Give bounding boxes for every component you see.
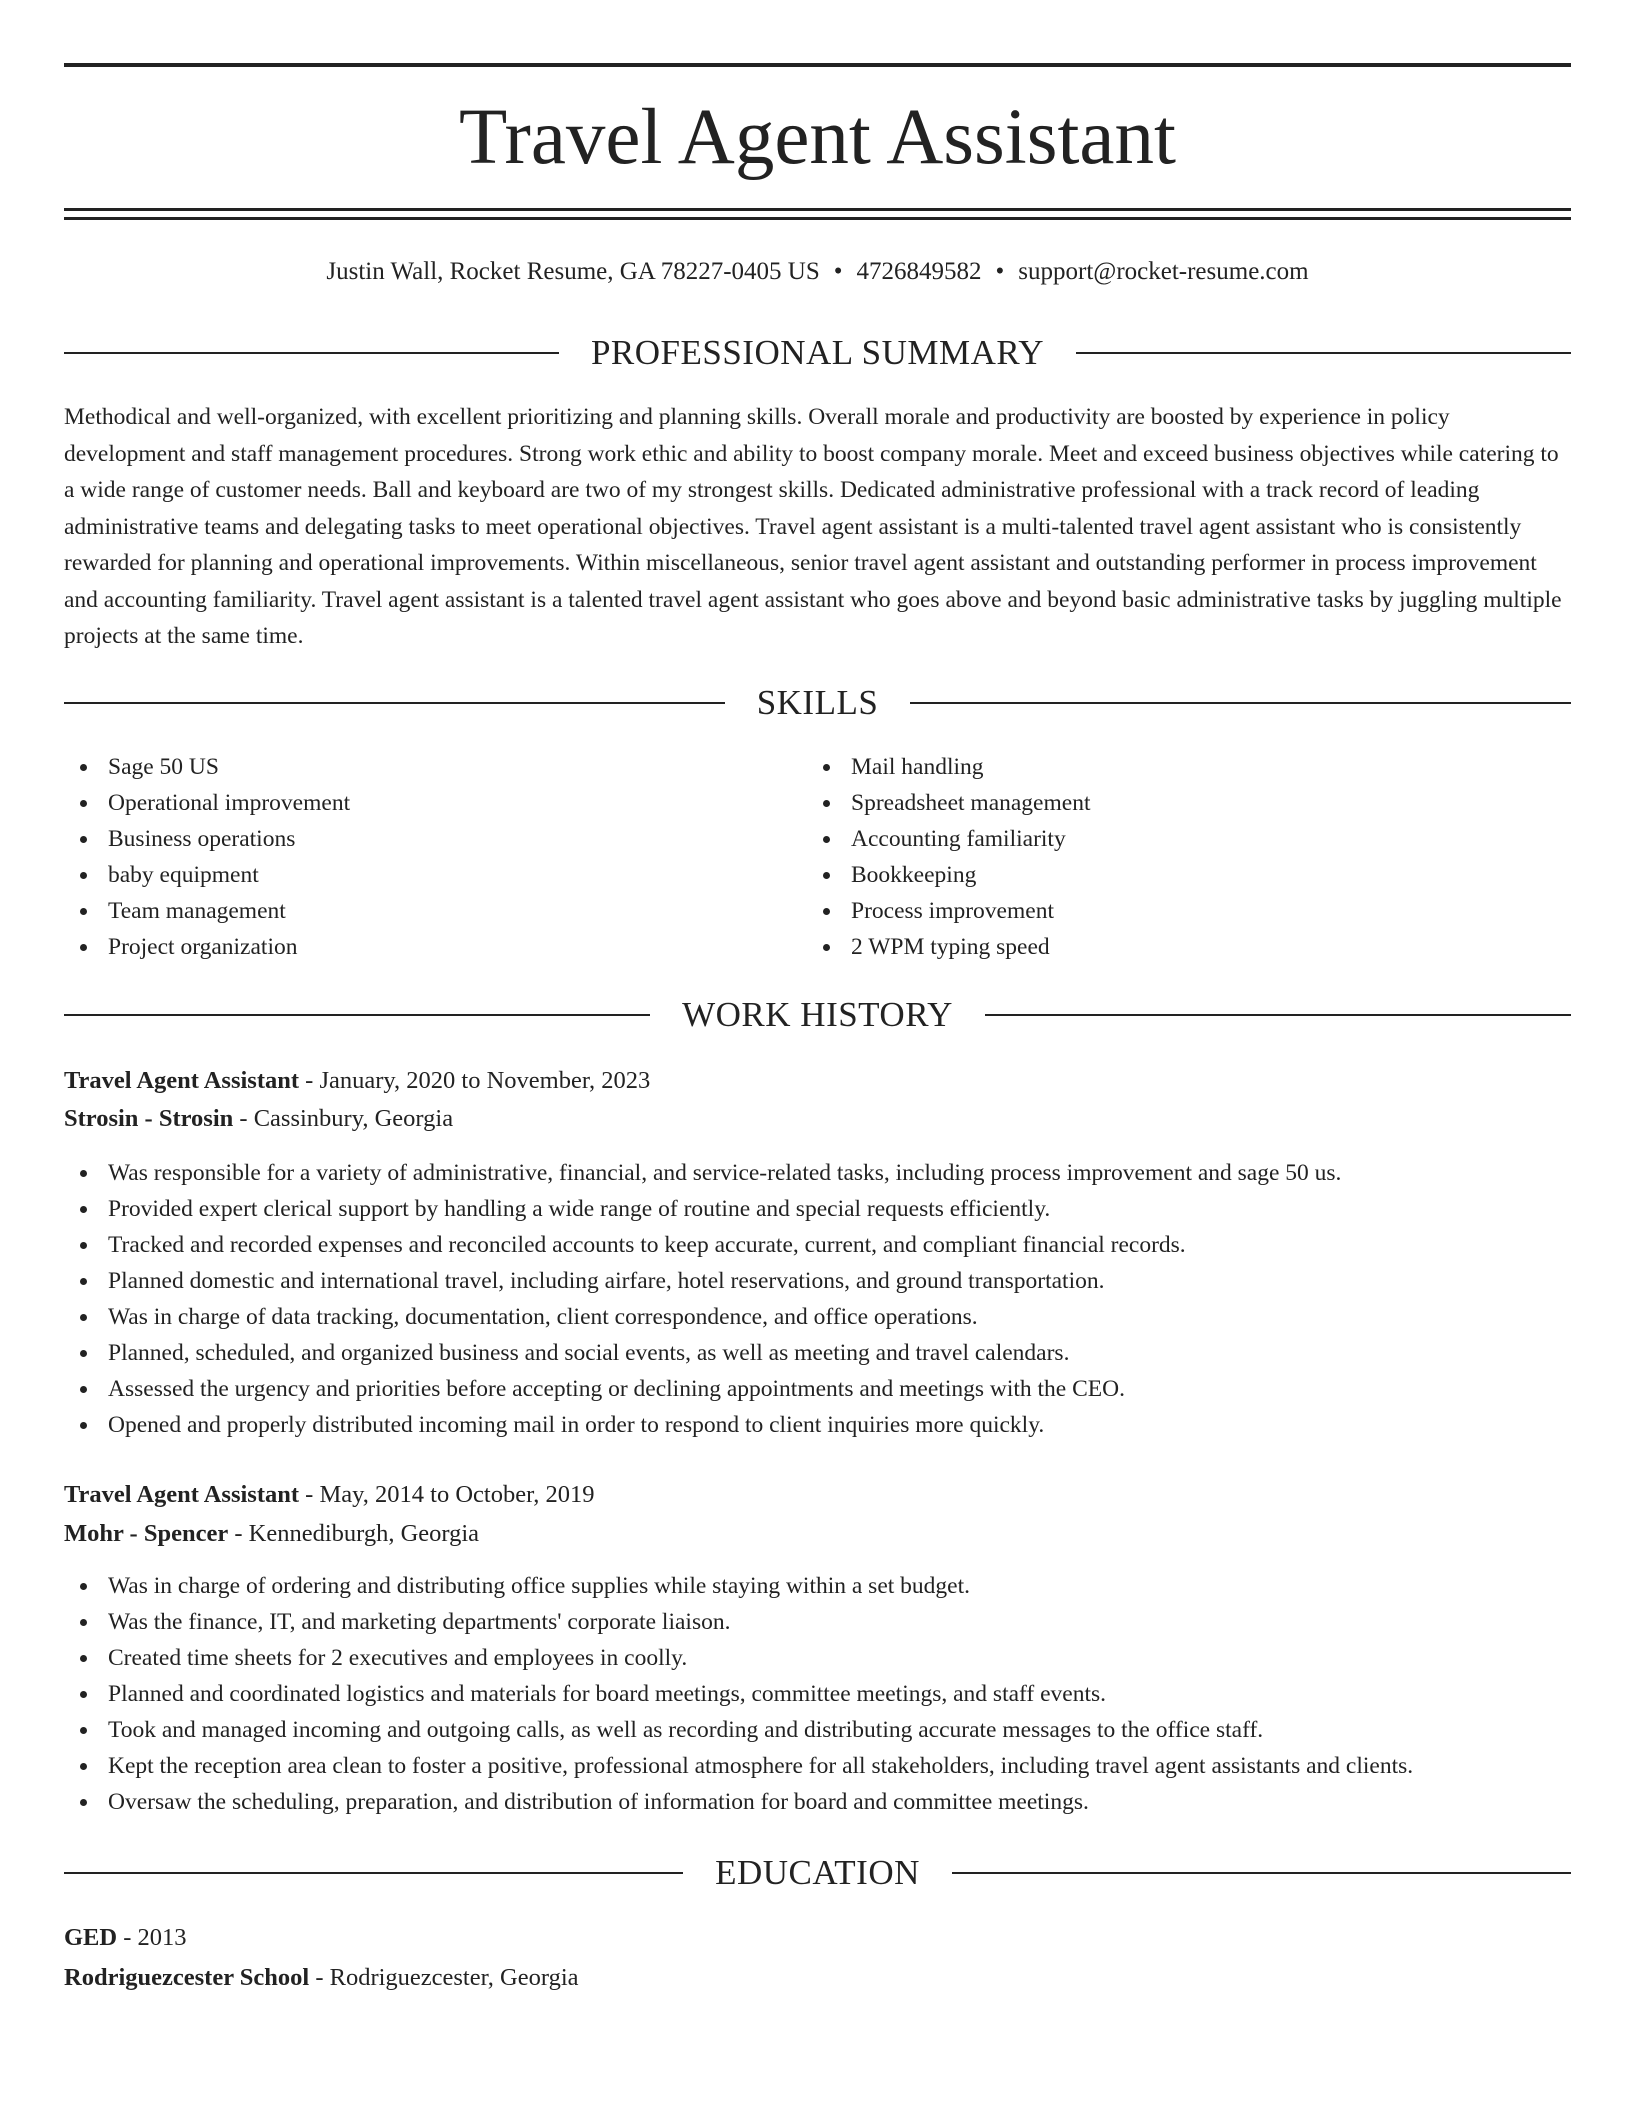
job-duty-item: Was responsible for a variety of administrative, financial, and service-related tasks, including process improvement and sage 50 us.: [64, 1155, 1341, 1191]
skill-item: baby equipment: [64, 857, 350, 893]
divider-line: [64, 1014, 650, 1016]
skill-item: Bookkeeping: [807, 857, 1090, 893]
header-double-rule-upper: [64, 208, 1571, 211]
job-duty-item: Assessed the urgency and priorities before accepting or declining appointments and meetings with the CEO.: [64, 1371, 1341, 1407]
contact-email: support@rocket-resume.com: [1018, 258, 1309, 285]
skill-item: Business operations: [64, 821, 350, 857]
divider-line: [1076, 352, 1571, 354]
job-title-line: [64, 1062, 650, 1100]
skill-item: 2 WPM typing speed: [807, 929, 1090, 965]
skill-item: Team management: [64, 893, 350, 929]
section-heading-work-history: [64, 995, 1571, 1035]
divider-line: [952, 1872, 1571, 1874]
education-school: Rodriguezcester School: [64, 1964, 310, 1991]
divider-line: [910, 702, 1571, 704]
skill-item: Mail handling: [807, 749, 1090, 785]
job-duty-item: Opened and properly distributed incoming mail in order to respond to client inquiries more quickly.: [64, 1407, 1341, 1443]
job-employer-line: [64, 1515, 479, 1553]
job-duty-item: Was in charge of data tracking, documentation, client correspondence, and office operations.: [64, 1299, 1341, 1335]
education-degree: GED: [64, 1924, 118, 1951]
job-duty-item: Kept the reception area clean to foster a positive, professional atmosphere for all stakeholders, including travel agent assistants and clients.: [64, 1748, 1413, 1784]
job-duties-list: [64, 1155, 1341, 1443]
section-title: PROFESSIONAL SUMMARY: [590, 333, 1045, 372]
section-heading-summary: [64, 333, 1571, 373]
job-duty-item: Oversaw the scheduling, preparation, and distribution of information for board and committee meetings.: [64, 1784, 1413, 1820]
skill-item: Operational improvement: [64, 785, 350, 821]
job-duty-item: Tracked and recorded expenses and reconciled accounts to keep accurate, current, and compliant financial records.: [64, 1227, 1341, 1263]
job-dates: - January, 2020 to November, 2023: [299, 1067, 651, 1094]
job-dates: - May, 2014 to October, 2019: [299, 1481, 595, 1508]
job-duty-item: Was the finance, IT, and marketing departments' corporate liaison.: [64, 1604, 1413, 1640]
job-title: Travel Agent Assistant: [64, 1067, 300, 1094]
header-double-rule-lower: [64, 217, 1571, 220]
section-title: WORK HISTORY: [682, 995, 953, 1034]
job-company: Strosin - Strosin: [64, 1105, 234, 1132]
education-degree-line: [64, 1919, 187, 1957]
contact-separator: •: [995, 258, 1005, 285]
divider-line: [64, 702, 725, 704]
skills-list-right: [807, 749, 1090, 965]
skill-item: Spreadsheet management: [807, 785, 1090, 821]
contact-address: Justin Wall, Rocket Resume, GA 78227-0405 US: [326, 258, 820, 285]
section-title: SKILLS: [756, 683, 879, 722]
job-duty-item: Created time sheets for 2 executives and employees in coolly.: [64, 1640, 1413, 1676]
skill-item: Project organization: [64, 929, 350, 965]
skills-list-left: [64, 749, 350, 965]
skill-item: Process improvement: [807, 893, 1090, 929]
job-title: Travel Agent Assistant: [64, 1481, 300, 1508]
contact-line: [64, 254, 1571, 290]
header-top-rule: [64, 63, 1571, 67]
contact-separator: •: [833, 258, 843, 285]
job-duty-item: Planned, scheduled, and organized business and social events, as well as meeting and travel calendars.: [64, 1335, 1341, 1371]
education-school-line: [64, 1959, 579, 1997]
job-duty-item: Was in charge of ordering and distributing office supplies while staying within a set budget.: [64, 1568, 1413, 1604]
section-heading-education: [64, 1853, 1571, 1893]
skill-item: Sage 50 US: [64, 749, 350, 785]
skill-item: Accounting familiarity: [807, 821, 1090, 857]
education-year: - 2013: [117, 1924, 187, 1951]
job-location: - Kennediburgh, Georgia: [228, 1520, 480, 1547]
job-duties-list: [64, 1568, 1413, 1820]
job-duty-item: Provided expert clerical support by handling a wide range of routine and special requests efficiently.: [64, 1191, 1341, 1227]
divider-line: [985, 1014, 1571, 1016]
divider-line: [64, 1872, 683, 1874]
section-title: EDUCATION: [715, 1853, 920, 1892]
job-employer-line: [64, 1100, 453, 1138]
resume-title: Travel Agent Assistant: [459, 94, 1176, 181]
education-location: - Rodriguezcester, Georgia: [309, 1964, 579, 1991]
contact-phone: 4726849582: [856, 258, 982, 285]
job-location: - Cassinbury, Georgia: [233, 1105, 454, 1132]
section-heading-skills: [64, 683, 1571, 723]
summary-text: Methodical and well-organized, with excellent prioritizing and planning skills. Overall morale and productivity are boosted by experience in policy development and staff management procedures. Strong work ethic and ability to boost company morale. Meet and exceed business objectives while catering to a wide range of customer needs. Ball and keyboard are two of my strongest skills. Dedicated administrative professional with a track record of leading administrative teams and delegating tasks to meet operational objectives. Travel agent assistant is a multi-talented travel agent assistant who is consistently rewarded for planning and operational improvements. Within miscellaneous, senior travel agent assistant and outstanding performer in process improvement and accounting familiarity. Travel agent assistant is a talented travel agent assistant who goes above and beyond basic administrative tasks by juggling multiple projects at the same time.: [64, 404, 1562, 649]
divider-line: [64, 352, 559, 354]
job-company: Mohr - Spencer: [64, 1520, 229, 1547]
job-title-line: [64, 1476, 595, 1514]
job-duty-item: Took and managed incoming and outgoing calls, as well as recording and distributing accurate messages to the office staff.: [64, 1712, 1413, 1748]
job-duty-item: Planned and coordinated logistics and materials for board meetings, committee meetings, and staff events.: [64, 1676, 1413, 1712]
job-duty-item: Planned domestic and international travel, including airfare, hotel reservations, and ground transportation.: [64, 1263, 1341, 1299]
